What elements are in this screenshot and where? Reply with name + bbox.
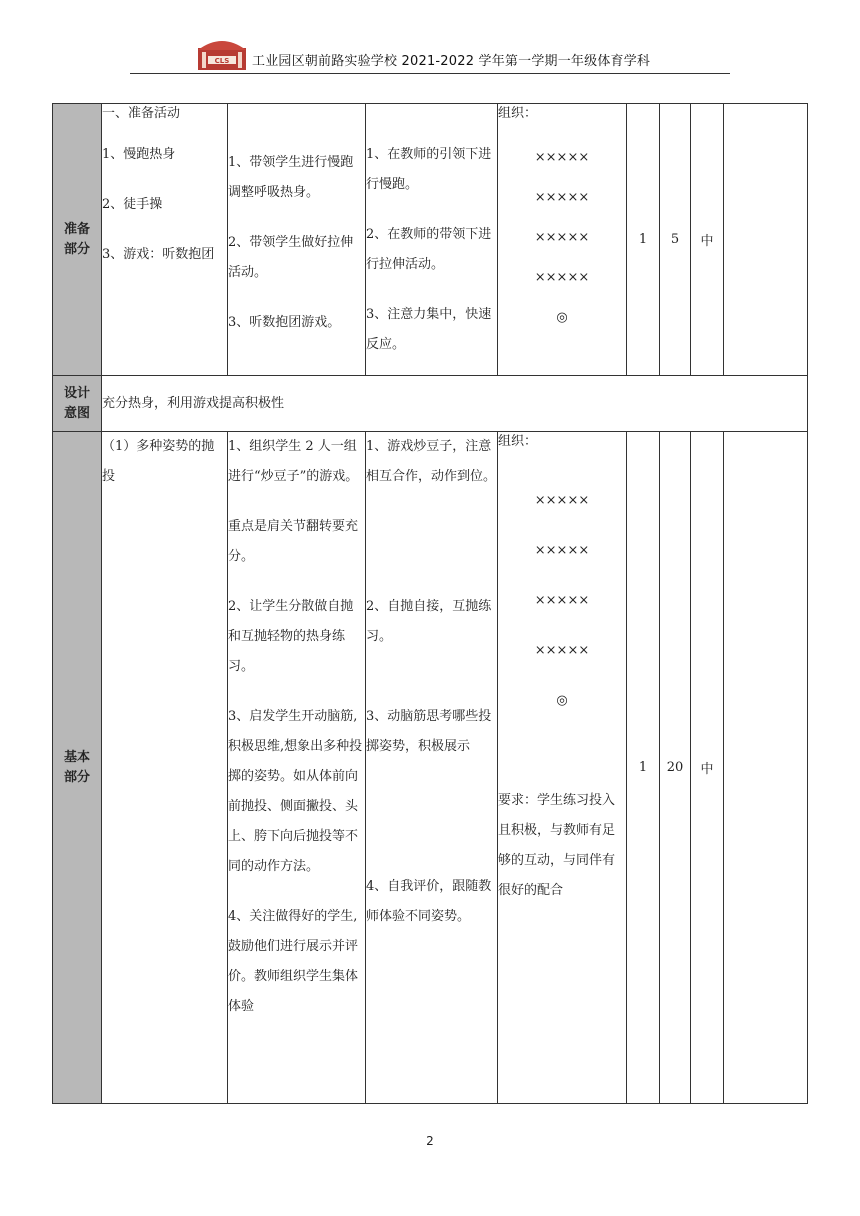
prep-content-item: 一、准备活动 <box>102 106 181 121</box>
basic-row <box>53 432 808 1104</box>
practice-requirement: 要求：学生练习投入且积极，与教师有足够的互动，与同伴有很好的配合 <box>498 793 616 898</box>
prep-content <box>102 104 228 376</box>
basic-teacher-item: 3、启发学生开动脑筋,积极思维,想象出多种投掷的姿势。如从体前向前抛投、侧面撇投、头上、胯下向后抛投等不同的动作方法。 <box>228 709 363 874</box>
header-rule <box>130 73 730 74</box>
prep-notes <box>724 104 808 376</box>
svg-text:CLS: CLS <box>214 57 230 65</box>
prep-content-item: 2、徒手操 <box>102 197 163 212</box>
prep-content-item: 1、慢跑热身 <box>102 147 176 162</box>
basic-student-item: 3、动脑筋思考哪些投掷姿势，积极展示 <box>366 709 492 754</box>
formation-row: ××××× <box>534 643 590 658</box>
prep-teacher-item: 1、带领学生进行慢跑调整呼吸热身。 <box>228 155 354 200</box>
intent-section-label: 设计 意图 <box>53 376 102 432</box>
basic-teacher-activity <box>228 432 366 1104</box>
basic-teacher-item: 2、让学生分散做自抛和互抛轻物的热身练习。 <box>228 599 354 674</box>
teacher-position-mark: ◎ <box>556 310 568 325</box>
basic-student-item: 2、自抛自接，互抛练习。 <box>366 599 492 644</box>
intent-text: 充分热身，利用游戏提高积极性 <box>102 376 808 432</box>
formation-row: ××××× <box>534 543 590 558</box>
prep-row <box>53 104 808 376</box>
basic-teacher-item: 4、关注做得好的学生,鼓励他们进行展示并评价。教师组织学生集体体验 <box>228 909 359 1014</box>
basic-section-label: 基本 部分 <box>53 432 102 1104</box>
prep-section-label: 准备 部分 <box>53 104 102 376</box>
prep-times: 1 <box>627 104 660 376</box>
basic-times: 1 <box>627 432 660 1104</box>
prep-student-activity <box>366 104 498 376</box>
teacher-position-mark: ◎ <box>556 693 568 708</box>
basic-teacher-item: 重点是肩关节翻转要充分。 <box>228 519 359 564</box>
prep-content-item: 3、游戏：听数抱团 <box>102 247 215 262</box>
basic-organization <box>498 432 627 1104</box>
intent-row <box>53 376 808 432</box>
org-label: 组织： <box>498 106 538 121</box>
header-title: 工业园区朝前路实验学校 2021-2022 学年第一学期一年级体育学科 <box>252 54 651 69</box>
prep-teacher-item: 3、听数抱团游戏。 <box>228 315 341 330</box>
org-label: 组织： <box>498 434 538 449</box>
formation-row: ××××× <box>534 150 590 165</box>
prep-organization <box>498 104 627 376</box>
prep-teacher-activity <box>228 104 366 376</box>
prep-teacher-item: 2、带领学生做好拉伸活动。 <box>228 235 354 280</box>
basic-student-item: 1、游戏炒豆子，注意相互合作，动作到位。 <box>366 439 497 484</box>
basic-intensity: 中 <box>691 432 724 1104</box>
prep-intensity: 中 <box>691 104 724 376</box>
lesson-plan-table <box>52 103 808 1104</box>
formation-row: ××××× <box>534 270 590 285</box>
formation-row: ××××× <box>534 190 590 205</box>
prep-minutes: 5 <box>660 104 691 376</box>
prep-student-item: 1、在教师的引领下进行慢跑。 <box>366 147 492 192</box>
formation-row: ××××× <box>534 493 590 508</box>
basic-minutes: 20 <box>660 432 691 1104</box>
prep-student-item: 2、在教师的带领下进行拉伸活动。 <box>366 227 492 272</box>
formation-row: ××××× <box>534 593 590 608</box>
basic-student-activity <box>366 432 498 1104</box>
formation-row: ××××× <box>534 230 590 245</box>
basic-content <box>102 432 228 1104</box>
page-header <box>130 36 730 74</box>
basic-content-item: （1）多种姿势的抛投 <box>102 439 215 484</box>
basic-student-item: 4、自我评价，跟随教师体验不同姿势。 <box>366 879 492 924</box>
basic-notes <box>724 432 808 1104</box>
page-number: 2 <box>426 1134 434 1148</box>
school-logo <box>196 38 248 72</box>
basic-teacher-item: 1、组织学生 2 人一组进行“炒豆子”的游戏。 <box>228 439 359 484</box>
prep-student-item: 3、注意力集中，快速反应。 <box>366 307 492 352</box>
